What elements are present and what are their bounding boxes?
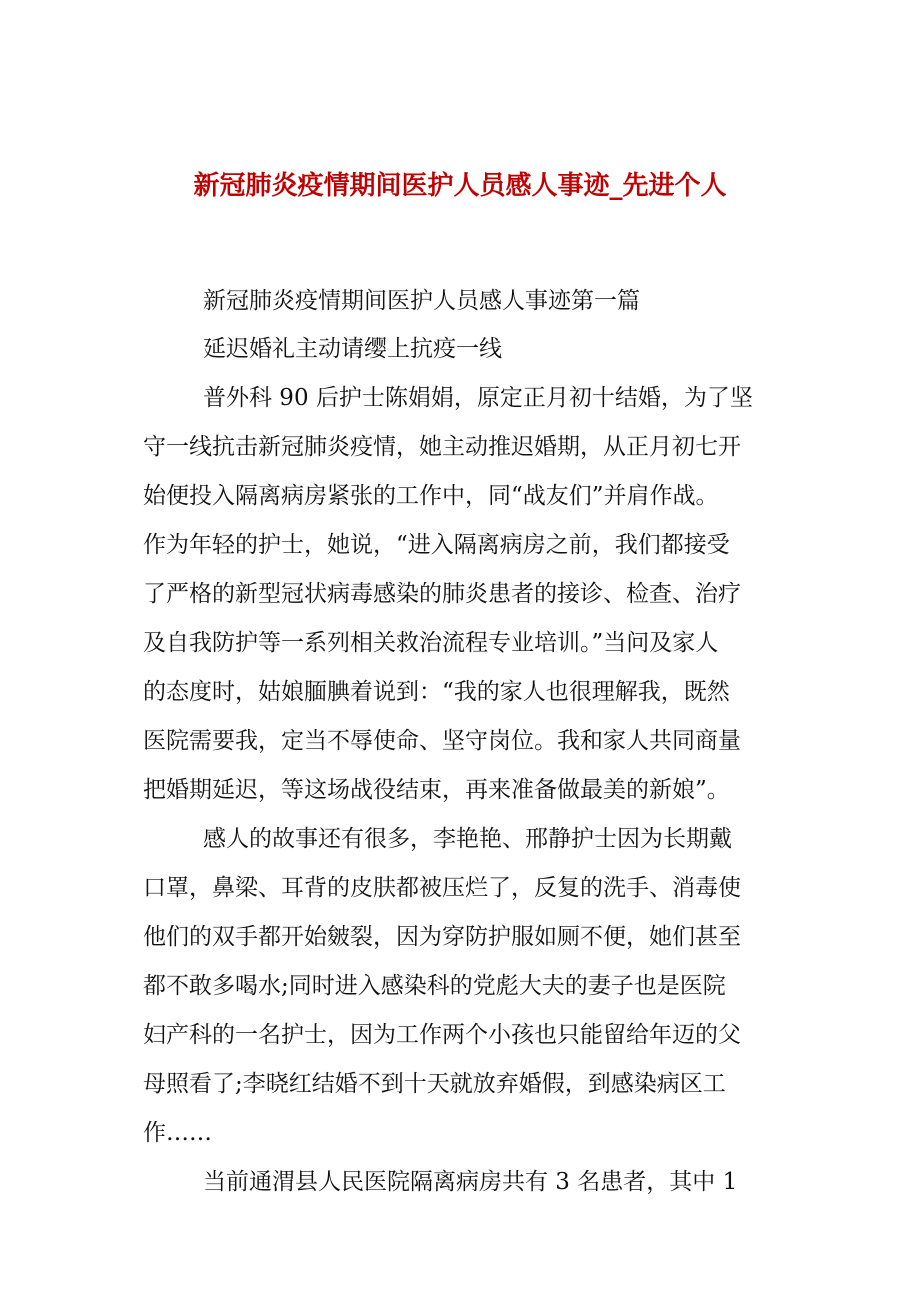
paragraph-line: 当前通渭县人民医院隔离病房共有 3 名患者，其中 1 [203,1169,738,1195]
paragraph-line: 感人的故事还有很多，李艳艳、邢静护士因为长期戴 [203,826,732,852]
paragraph-line: 始便投入隔离病房紧张的工作中，同“战友们”并肩作战。 [143,483,719,509]
paragraph-line: 母照看了;李晓红结婚不到十天就放弃婚假，到感染病区工 [143,1071,726,1097]
paragraph-line: 了严格的新型冠状病毒感染的肺炎患者的接诊、检查、治疗 [143,581,741,607]
paragraph-line: 都不敢多喝水;同时进入感染科的党彪大夫的妻子也是医院 [143,973,726,999]
paragraph-line: 作为年轻的护士，她说，“进入隔离病房之前，我们都接受 [143,532,730,558]
paragraph-line: 他们的双手都开始皴裂，因为穿防护服如厕不便，她们甚至 [143,924,741,950]
paragraph-line: 口罩，鼻梁、耳背的皮肤都被压烂了，反复的洗手、消毒使 [143,875,741,901]
paragraph-line: 妇产科的一名护士，因为工作两个小孩也只能留给年迈的父 [143,1022,741,1048]
paragraph-line: 的态度时，姑娘腼腆着说到：“我的家人也很理解我，既然 [143,679,730,705]
document-title: 新冠肺炎疫情期间医护人员感人事迹_先进个人 [193,171,727,201]
paragraph-line: 作…… [143,1120,212,1146]
paragraph-line: 把婚期延迟，等这场战役结束，再来准备做最美的新娘”。 [143,777,730,803]
story-heading: 延迟婚礼主动请缨上抗疫一线 [203,336,502,362]
paragraph-line: 医院需要我，定当不辱使命、坚守岗位。我和家人共同商量 [143,728,741,754]
section-heading: 新冠肺炎疫情期间医护人员感人事迹第一篇 [203,288,640,314]
paragraph-line: 守一线抗击新冠肺炎疫情，她主动推迟婚期，从正月初七开 [143,434,741,460]
paragraph-line: 及自我防护等一系列相关救治流程专业培训。”当问及家人 [143,630,719,656]
paragraph-line: 普外科 90 后护士陈娟娟，原定正月初十结婚，为了坚 [203,385,753,411]
